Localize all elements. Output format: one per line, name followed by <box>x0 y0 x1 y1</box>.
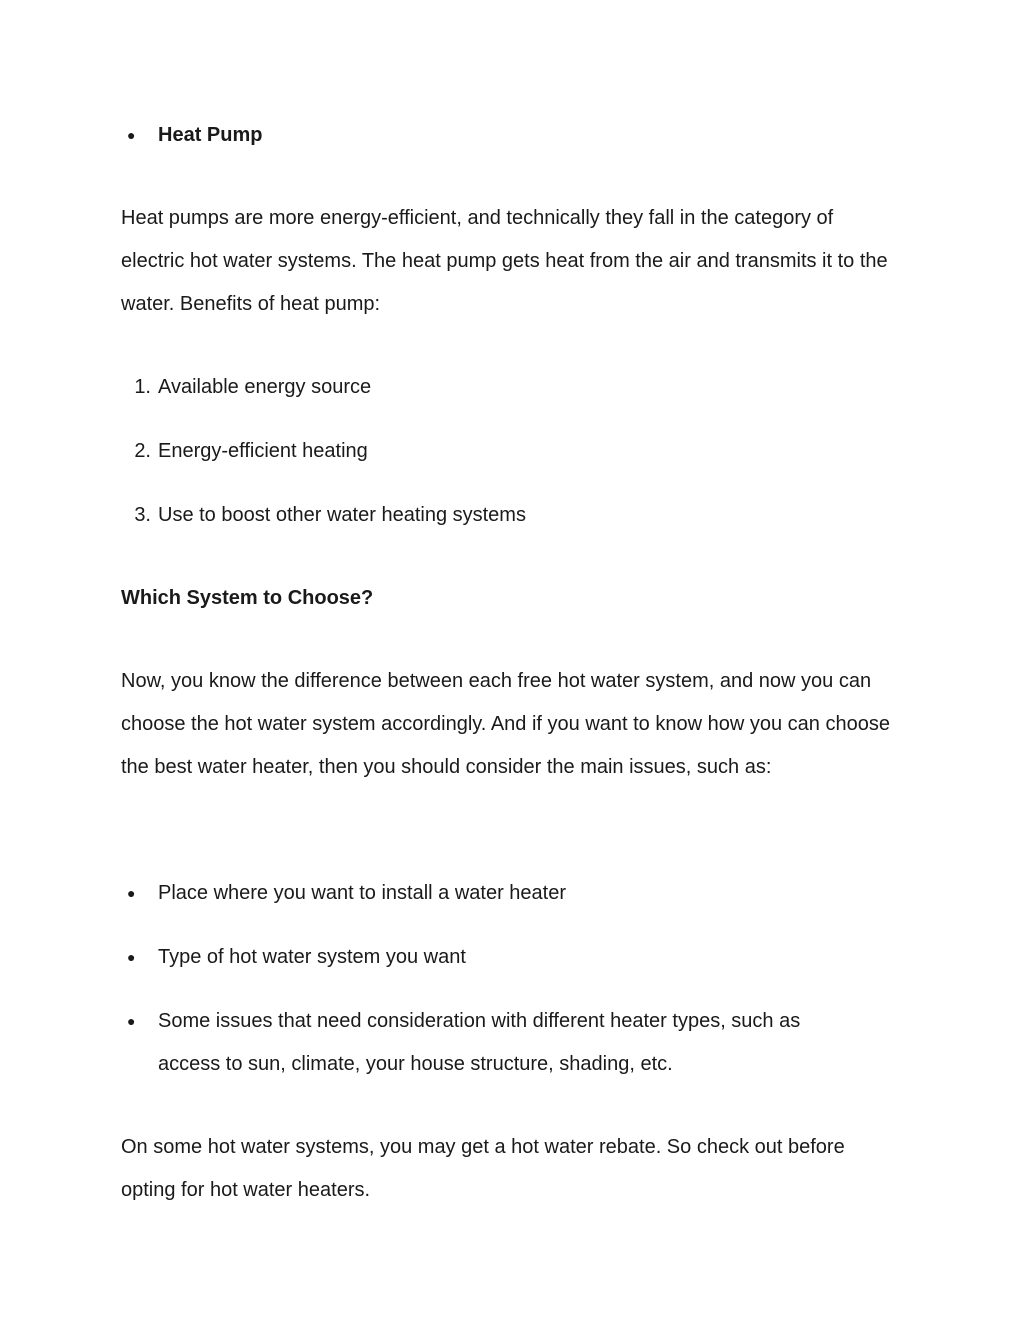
choose-paragraph: Now, you know the difference between each free hot water system, and now you can choose the hot water system accordingly. And if you want to know how you can choose the best water heater, then you should consider the main issues, such as: <box>121 670 890 778</box>
bullet-icon: ● <box>127 1013 136 1029</box>
issue-text: Type of hot water system you want <box>158 946 466 968</box>
closing-paragraph: On some hot water systems, you may get a hot water rebate. So check out before opting for hot water heaters. <box>121 1136 845 1201</box>
list-number: 3. <box>134 504 151 526</box>
benefit-text: Use to boost other water heating systems <box>158 504 526 526</box>
choose-heading: Which System to Choose? <box>121 587 374 609</box>
benefit-text: Energy-efficient heating <box>158 440 368 462</box>
intro-paragraph: Heat pumps are more energy-efficient, and technically they fall in the category of electric hot water systems. The heat pump gets heat from the air and transmits it to the water. Benefits of heat pump: <box>121 207 888 315</box>
issue-text: Some issues that need consideration with different heater types, such as access to sun, climate, your house structure, shading, etc. <box>158 1010 801 1075</box>
list-number: 1. <box>134 376 151 398</box>
bullet-icon: ● <box>127 949 136 965</box>
heat-pump-heading: Heat Pump <box>158 124 263 146</box>
issue-text: Place where you want to install a water heater <box>158 882 566 904</box>
bullet-icon: ● <box>127 885 136 901</box>
bullet-icon: ● <box>127 127 136 143</box>
list-number: 2. <box>134 440 151 462</box>
benefit-text: Available energy source <box>158 376 372 398</box>
